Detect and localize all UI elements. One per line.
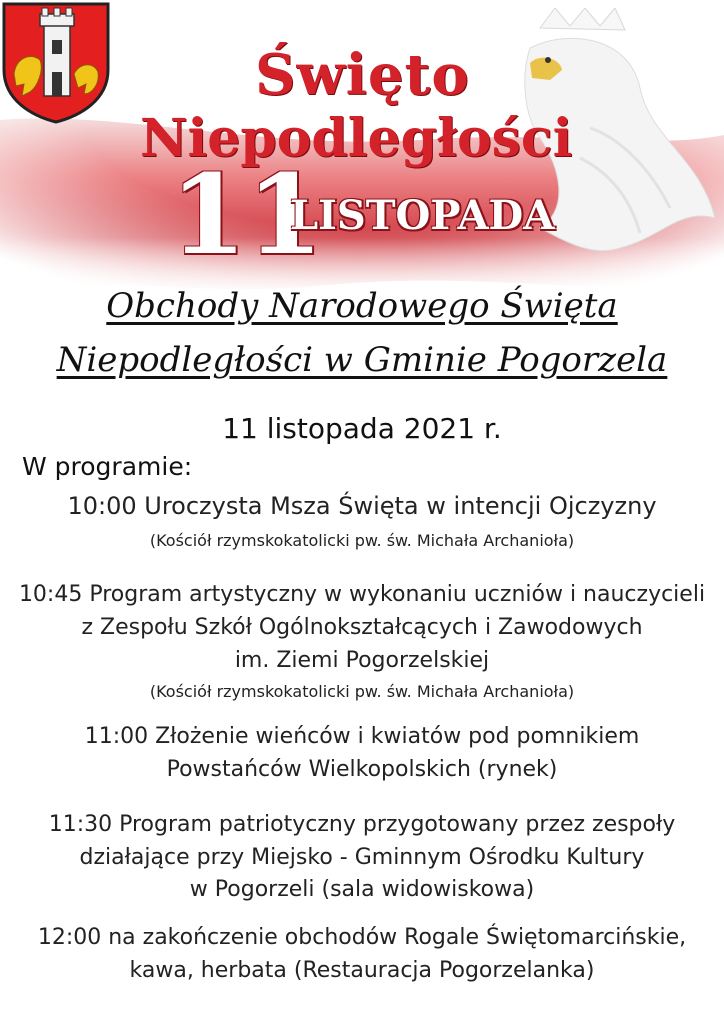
event-heading-line2: Niepodległości w Gminie Pogorzela xyxy=(56,340,668,380)
event-1-time-line: 10:00 Uroczysta Msza Święta w intencji Ojczyzny xyxy=(67,492,657,520)
event-1-place: (Kościół rzymskokatolicki pw. św. Michała Archanioła) xyxy=(149,531,575,550)
event-3-line-1: 11:00 Złożenie wieńców i kwiatów pod pomnikiem xyxy=(84,724,640,749)
event-heading-line1: Obchody Narodowego Święta xyxy=(106,286,618,326)
event-5-line-1: 12:00 na zakończenie obchodów Rogale Świętomarcińskie, xyxy=(37,925,687,950)
event-5-line-2: kawa, herbata (Restauracja Pogorzelanka) xyxy=(129,958,595,983)
banner-month: LISTOPADA xyxy=(290,192,555,239)
event-2-place: (Kościół rzymskokatolicki pw. św. Michała Archanioła) xyxy=(149,682,575,701)
banner-day: 11 xyxy=(170,150,324,279)
event-2-line-1: 10:45 Program artystyczny w wykonaniu uczniów i nauczycieli xyxy=(18,582,706,607)
event-3-line-2: Powstańców Wielkopolskich (rynek) xyxy=(166,757,558,782)
pogorzela-coat-of-arms-icon xyxy=(0,0,112,124)
event-date: 11 listopada 2021 r. xyxy=(222,412,502,445)
event-2-line-3: im. Ziemi Pogorzelskiej xyxy=(234,648,490,673)
event-2-line-2: z Zespołu Szkół Ogólnokształcących i Zawodowych xyxy=(81,615,643,640)
event-4-line-3: w Pogorzeli (sala widowiskowa) xyxy=(189,877,535,902)
program-label: W programie: xyxy=(22,452,193,481)
event-4-line-2: działające przy Miejsko - Gminnym Ośrodku Kultury xyxy=(79,845,645,870)
banner-title-line1: Święto xyxy=(255,42,470,108)
banner-title-line2: Niepodległości xyxy=(140,108,573,169)
header-banner xyxy=(0,0,724,290)
event-4-line-1: 11:30 Program patriotyczny przygotowany przez zespoły xyxy=(48,812,676,837)
